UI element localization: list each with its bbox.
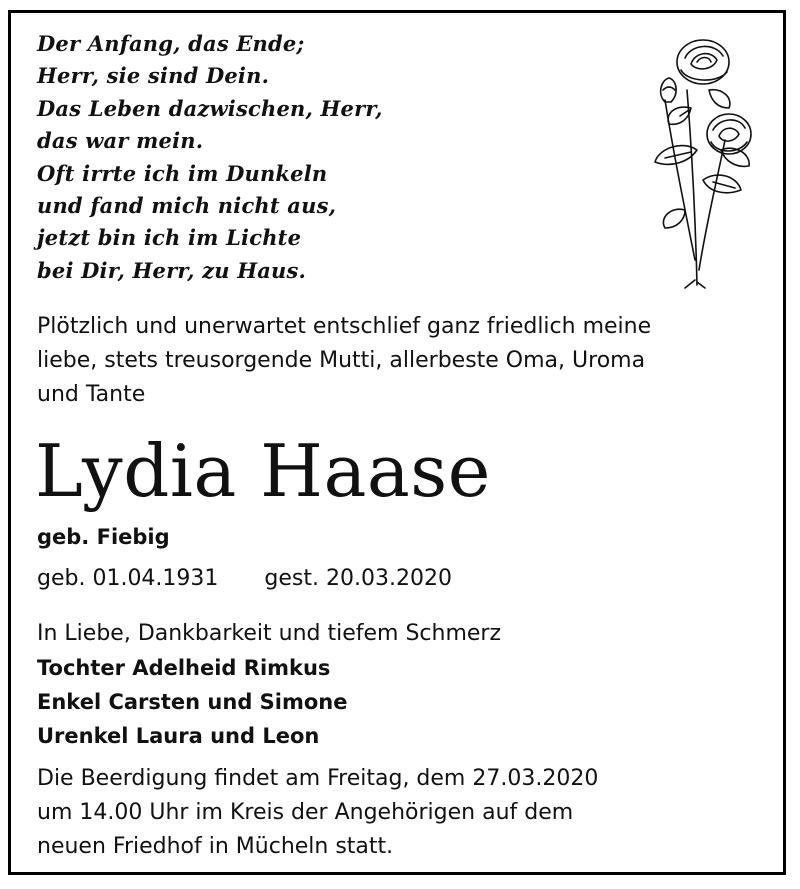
intro-text [37,310,651,412]
mourners-intro: In Liebe, Dankbarkeit und tiefem Schmerz [37,621,502,646]
maiden-name: geb. Fiebig [37,525,170,549]
poem [37,28,383,287]
poem-line: Oft irrte ich im Dunkeln [37,160,328,186]
poem-line: bei Dir, Herr, zu Haus. [37,257,307,283]
poem-line: und fand mich nicht aus, [37,193,337,219]
rose-illustration-icon [625,30,755,292]
funeral-line: Die Beerdigung findet am Freitag, dem 27.03.2020 [37,766,599,791]
intro-line: liebe, stets treusorgende Mutti, allerbeste Oma, Uroma [37,348,646,373]
funeral-line: um 14.00 Uhr im Kreis der Angehörigen auf dem [37,800,574,825]
mourners [37,617,501,753]
life-dates [37,562,452,596]
funeral-line: neuen Friedhof in Mücheln statt. [37,834,394,859]
death-date: gest. 20.03.2020 [264,566,452,591]
mourner-name: Tochter Adelheid Rimkus [37,656,331,680]
poem-line: jetzt bin ich im Lichte [37,225,302,251]
intro-line: Plötzlich und unerwartet entschlief ganz friedlich meine [37,314,652,339]
poem-line: Der Anfang, das Ende; [37,31,305,56]
mourner-name: Urenkel Laura und Leon [37,724,320,748]
birth-date: geb. 01.04.1931 [37,566,219,591]
poem-line: Herr, sie sind Dein. [37,63,270,89]
poem-line: Das Leben dazwischen, Herr, [37,95,383,121]
funeral-notice [37,762,598,864]
poem-line: das war mein. [37,128,204,154]
intro-line: und Tante [37,382,146,407]
mourner-name: Enkel Carsten und Simone [37,690,348,714]
deceased-name: Lydia Haase [35,429,491,513]
